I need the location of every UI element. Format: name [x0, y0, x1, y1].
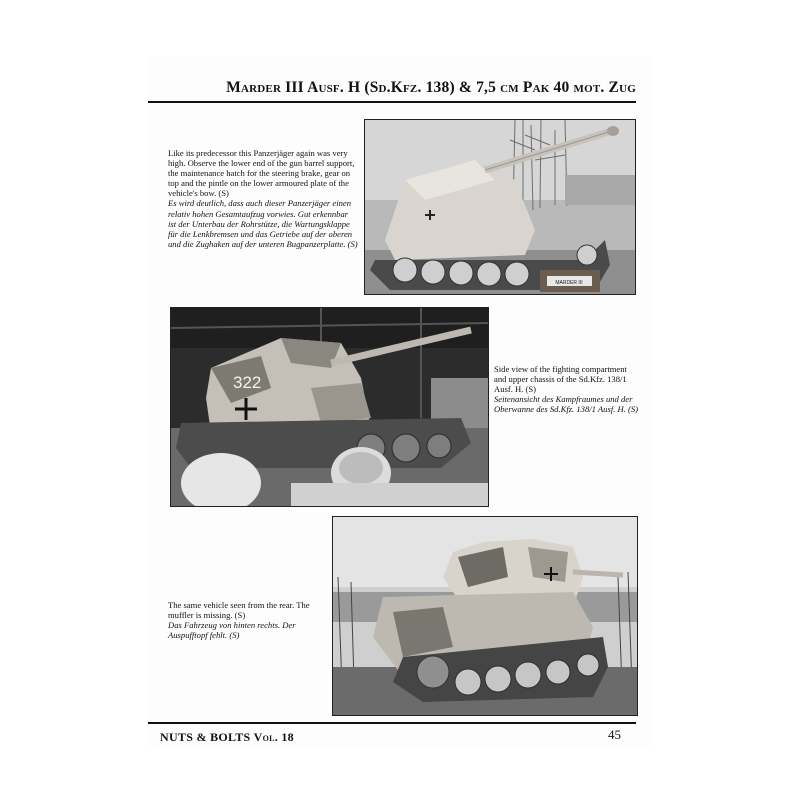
tank-photo-3	[333, 517, 637, 715]
page-title: Marder III Ausf. H (Sd.Kfz. 138) & 7,5 cm Pak 40 mot. Zug	[226, 79, 636, 96]
museum-sign-text: MARDER III	[555, 280, 583, 286]
caption-english: Side view of the fighting compartment and upper chassis of the Sd.Kfz. 138/1 Ausf. H. (S)	[494, 364, 627, 395]
page-number: 45	[608, 727, 621, 742]
caption-german: Das Fahrzeug von hinten rechts. Der Auspufftopf fehlt. (S)	[168, 620, 296, 641]
photo-rear-view	[332, 516, 638, 716]
caption-german: Es wird deutlich, dass auch dieser Panzerjäger einen relativ hohen Gesamtaufzug vorwies. Gut erkennbar ist der Unterbau der Rohrstütze, die Wartungsklappe für die Lenkbremsen und das Getriebe auf der oberen und die Zughaken auf der unteren Bugpanzerplatte. (S)	[168, 198, 358, 249]
caption-german: Seitenansicht des Kampfraumes und der Oberwanne des Sd.Kfz. 138/1 Ausf. H. (S)	[494, 394, 639, 415]
caption-photo-1	[168, 148, 358, 249]
caption-photo-3	[168, 600, 333, 640]
tank-photo-1	[365, 120, 635, 294]
publication-name: NUTS & BOLTS Vol. 18	[160, 730, 294, 744]
caption-english: The same vehicle seen from the rear. The muffler is missing. (S)	[168, 600, 310, 621]
photo-side-view	[170, 307, 489, 507]
photo-front-view	[364, 119, 636, 295]
header-rule	[148, 101, 636, 103]
tank-photo-2	[171, 308, 488, 506]
caption-english: Like its predecessor this Panzerjäger again was very high. Observe the lower end of the gun barrel support, the maintenance hatch for the steering brake, gear on top and the pintle on the lower armoured plate of the vehicle's bow. (S)	[168, 148, 355, 199]
footer-rule	[148, 722, 636, 724]
hull-number: 322	[233, 373, 262, 392]
book-page	[148, 57, 651, 747]
caption-photo-2	[494, 364, 639, 414]
